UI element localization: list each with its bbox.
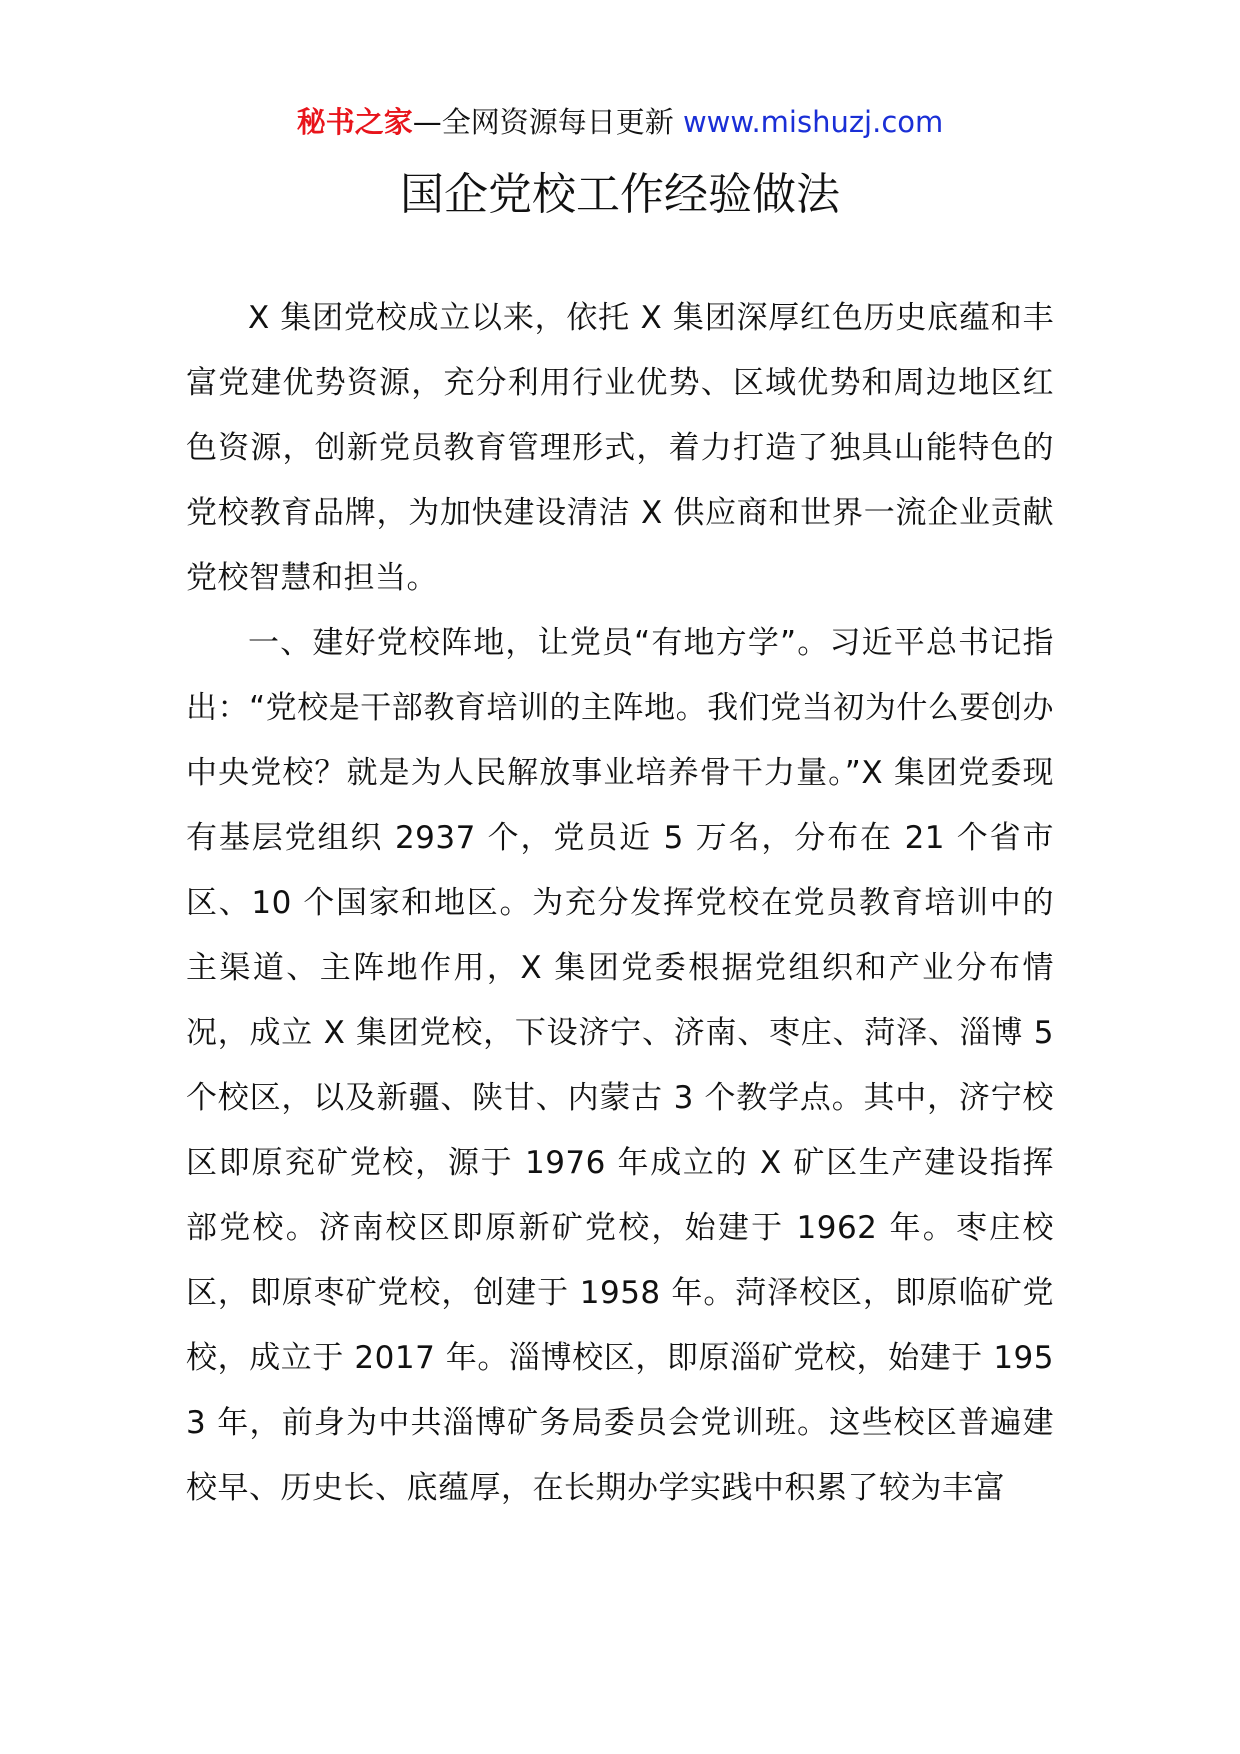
document-body <box>186 286 1054 1521</box>
site-url-link[interactable]: www.mishuzj.com <box>682 105 944 139</box>
document-title: 国企党校工作经验做法 <box>400 169 840 220</box>
site-tagline: —全网资源每日更新 <box>412 105 683 139</box>
site-header <box>0 100 1240 144</box>
paragraph-intro: X 集团党校成立以来，依托 X 集团深厚红色历史底蕴和丰富党建优势资源，充分利用行业优势、区域优势和周边地区红色资源，创新党员教育管理形式，着力打造了独具山能特色的党校教育品牌，为加快建设清洁 X 供应商和世界一流企业贡献党校智慧和担当。 <box>186 300 1054 596</box>
site-brand: 秘书之家 <box>296 105 413 139</box>
paragraph-section-one: 一、建好党校阵地，让党员“有地方学”。习近平总书记指出：“党校是干部教育培训的主阵地。我们党当初为什么要创办中央党校？就是为人民解放事业培养骨干力量。”X 集团党委现有基层党组织 2937 个，党员近 5 万名，分布在 21 个省市区、10 个国家和地区。为充分发挥党校在党员教育培训中的主渠道、主阵地作用，X 集团党委根据党组织和产业分布情况，成立 X 集团党校，下设济宁、济南、枣庄、菏泽、淄博 5 个校区，以及新疆、陕甘、内蒙古 3 个教学点。其中，济宁校区即原兖矿党校，源于 1976 年成立的 X 矿区生产建设指挥部党校。济南校区即原新矿党校，始建于 1962 年。枣庄校区，即原枣矿党校，创建于 1958 年。菏泽校区，即原临矿党校，成立于 2017 年。淄博校区，即原淄矿党校，始建于 1953 年，前身为中共淄博矿务局委员会党训班。这些校区普遍建校早、历史长、底蕴厚，在长期办学实践中积累了较为丰富 <box>186 625 1054 1506</box>
